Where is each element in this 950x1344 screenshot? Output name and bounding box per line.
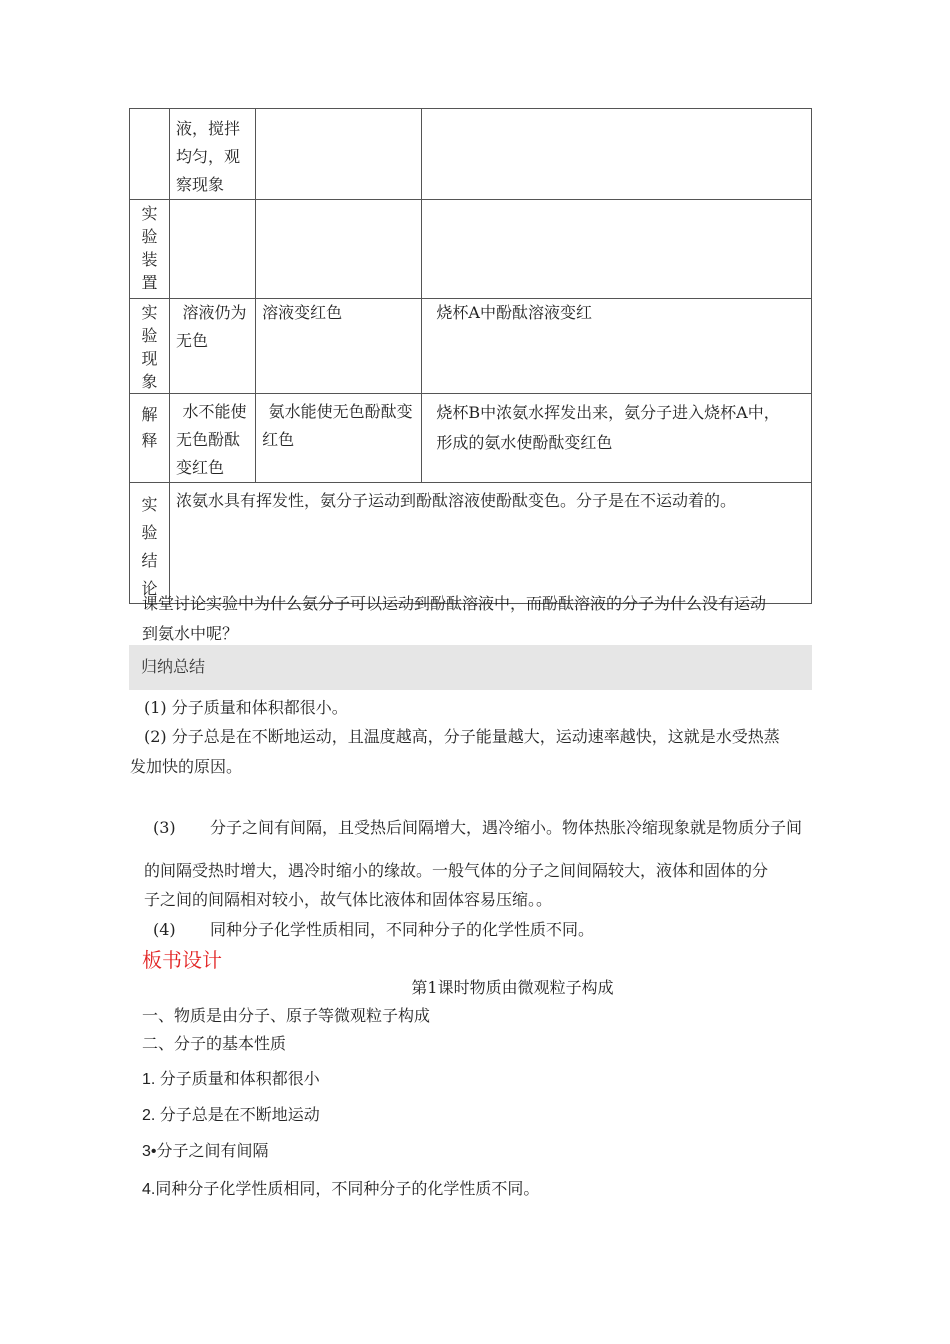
table-row: [130, 299, 812, 394]
board-item-1: 一、物质是由分子、原子等微观粒子构成: [142, 1006, 431, 1025]
table-row: [130, 200, 812, 299]
row-header: 实验现象: [130, 299, 170, 394]
summary-point-3-cont: 子之间的间隔相对较小，故气体比液体和固体容易压缩。。: [144, 890, 553, 909]
summary-point-3-number: (3): [153, 818, 176, 837]
row-header: 解释: [130, 394, 170, 483]
board-heading: 板书设计: [142, 948, 222, 972]
experiment-table: [129, 108, 812, 604]
table-row: [130, 394, 812, 483]
board-sub-1: 1. 分子质量和体积都很小: [142, 1071, 320, 1088]
board-sub-4: 4.同种分子化学性质相同，不同种分子的化学性质不同。: [142, 1181, 540, 1198]
table-cell: [422, 109, 812, 200]
cell-text: 液，搅拌均匀，观察现象: [176, 119, 241, 194]
summary-point-2-cont: 发加快的原因。: [130, 757, 243, 776]
table-row: [130, 483, 812, 604]
summary-point-3: 分子之间有间隔，且受热后间隔增大，遇冷缩小。物体热胀冷缩现象就是物质分子间: [210, 818, 803, 837]
board-sub-2: 2. 分子总是在不断地运动: [142, 1107, 320, 1124]
summary-point-4-number: (4): [153, 920, 176, 939]
discussion-text: 课堂讨论实验中为什么氨分子可以运动到酚酞溶液中，而酚酞溶液的分子为什么没有运动: [142, 594, 767, 613]
table-cell: 溶液变红色: [256, 299, 422, 394]
table-cell: 浓氨水具有挥发性，氨分子运动到酚酞溶液使酚酞变色。分子是在不运动着的。: [170, 483, 812, 604]
table-cell: [256, 200, 422, 299]
table-cell: 溶液仍为无色: [170, 299, 256, 394]
summary-point-1: (1) 分子质量和体积都很小。: [144, 698, 348, 717]
table-cell: 水不能使无色酚酞变红色: [170, 394, 256, 483]
table-cell: [170, 109, 256, 200]
table-cell: [130, 109, 170, 200]
row-header: 实验结论: [130, 483, 170, 604]
summary-point-3-cont: 的间隔受热时增大，遇冷时缩小的缘故。一般气体的分子之间间隔较大，液体和固体的分: [144, 861, 769, 880]
summary-point-2: (2) 分子总是在不断地运动，且温度越高，分子能量越大，运动速率越快，这就是水受热蒸: [144, 727, 780, 746]
table-cell: 烧杯B中浓氨水挥发出来，氨分子进入烧杯A中，形成的氨水使酚酞变红色: [422, 394, 812, 483]
board-title: 第1课时物质由微观粒子构成: [411, 978, 614, 997]
table-cell: [422, 200, 812, 299]
summary-heading: 归纳总结: [129, 645, 812, 690]
table-cell: [170, 200, 256, 299]
table-cell: 氨水能使无色酚酞变红色: [256, 394, 422, 483]
discussion-text: 到氨水中呢？: [142, 624, 239, 643]
table-cell: [256, 109, 422, 200]
table-row: [130, 109, 812, 200]
table-cell: 烧杯A中酚酞溶液变红: [422, 299, 812, 394]
board-item-2: 二、分子的基本性质: [142, 1034, 287, 1053]
summary-point-4: 同种分子化学性质相同，不同种分子的化学性质不同。: [210, 920, 595, 939]
board-sub-3: 3•分子之间有间隔: [142, 1143, 269, 1160]
row-header: 实验装置: [130, 200, 170, 299]
